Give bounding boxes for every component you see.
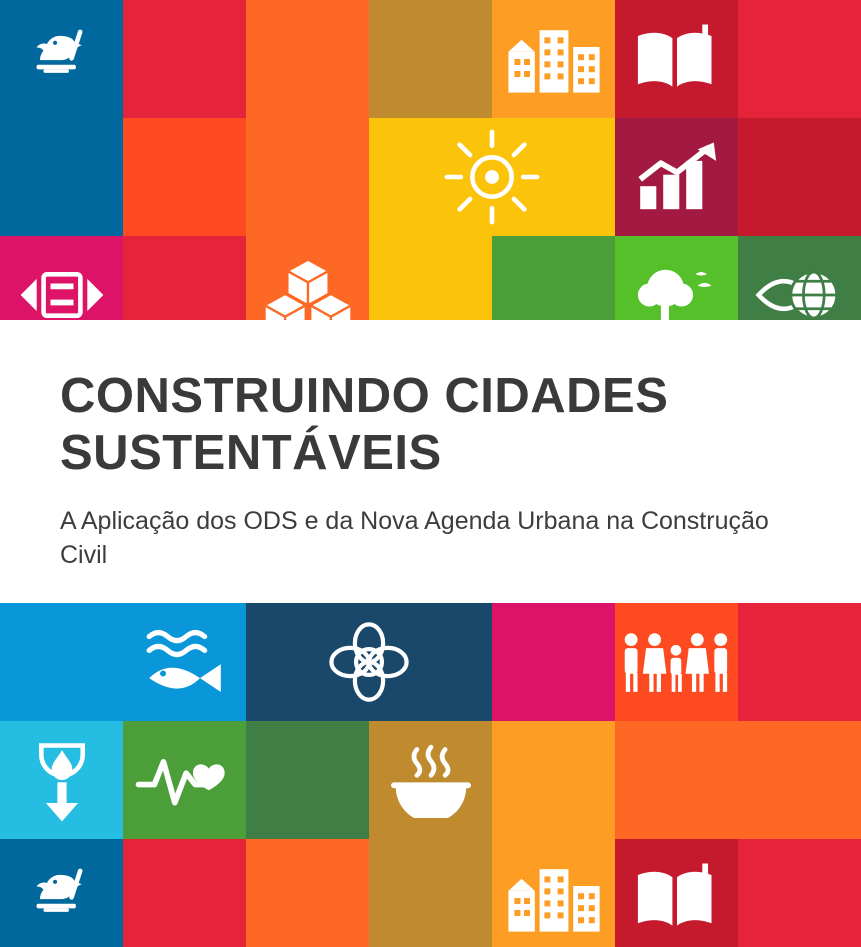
water-glass-icon	[0, 721, 123, 839]
city-buildings-icon	[492, 839, 615, 947]
tile-health-heartbeat	[123, 721, 246, 839]
tile-plain-red-c	[123, 839, 246, 947]
tile-peace-dove	[0, 0, 123, 118]
tile-plain-orange-2	[246, 118, 369, 236]
page-title: CONSTRUINDO CIDADES SUSTENTÁVEIS	[60, 369, 669, 480]
sdg-mosaic-bottom	[0, 603, 861, 947]
tile-growth-chart	[615, 118, 738, 236]
tile-water-drop-glass	[0, 721, 123, 839]
fish-waves-icon	[123, 603, 246, 721]
sdg-mosaic-top	[0, 0, 861, 320]
tile-partnership-rings	[246, 603, 492, 721]
tile-plain-lightblue	[0, 603, 123, 721]
tile-plain-red-b	[738, 603, 861, 721]
steaming-bowl-icon	[369, 721, 492, 839]
heartbeat-icon	[123, 721, 246, 839]
tile-city-buildings	[492, 0, 615, 118]
tile-sun-energy	[369, 118, 615, 236]
tile-bowl-hunger	[369, 721, 492, 839]
tile-plain-pink	[738, 0, 861, 118]
tile-city-buildings-b	[492, 839, 615, 947]
sun-energy-icon	[369, 118, 615, 236]
family-group-icon	[615, 603, 738, 721]
interlocking-rings-icon	[246, 603, 492, 721]
tile-plain-olive-c	[369, 839, 492, 947]
tile-plain-crimson	[738, 118, 861, 236]
tile-plain-blue	[0, 118, 123, 236]
tile-plain-orange-c	[246, 839, 369, 947]
tile-family-inequality	[615, 603, 738, 721]
tile-plain-green-b	[246, 721, 369, 839]
tile-plain-orangered	[123, 118, 246, 236]
tile-plain-olive	[369, 0, 492, 118]
tile-plain-magenta	[492, 603, 615, 721]
dove-gavel-icon	[0, 839, 123, 947]
dove-gavel-icon	[0, 0, 123, 118]
open-book-icon	[615, 839, 738, 947]
tile-plain-red-d	[738, 839, 861, 947]
tile-open-book	[615, 0, 738, 118]
tile-fish-water	[123, 603, 246, 721]
tile-plain-orange	[246, 0, 369, 118]
tile-plain-orange-b2	[615, 721, 861, 839]
title-band	[0, 320, 861, 603]
page-subtitle: A Aplicação dos ODS e da Nova Agenda Urbana na Construção Civil	[60, 506, 769, 570]
city-buildings-icon	[492, 0, 615, 118]
growth-chart-icon	[615, 118, 738, 236]
tile-plain-orange-b	[492, 721, 615, 839]
tile-open-book-b	[615, 839, 738, 947]
open-book-icon	[615, 0, 738, 118]
tile-plain-red	[123, 0, 246, 118]
tile-peace-dove-b	[0, 839, 123, 947]
